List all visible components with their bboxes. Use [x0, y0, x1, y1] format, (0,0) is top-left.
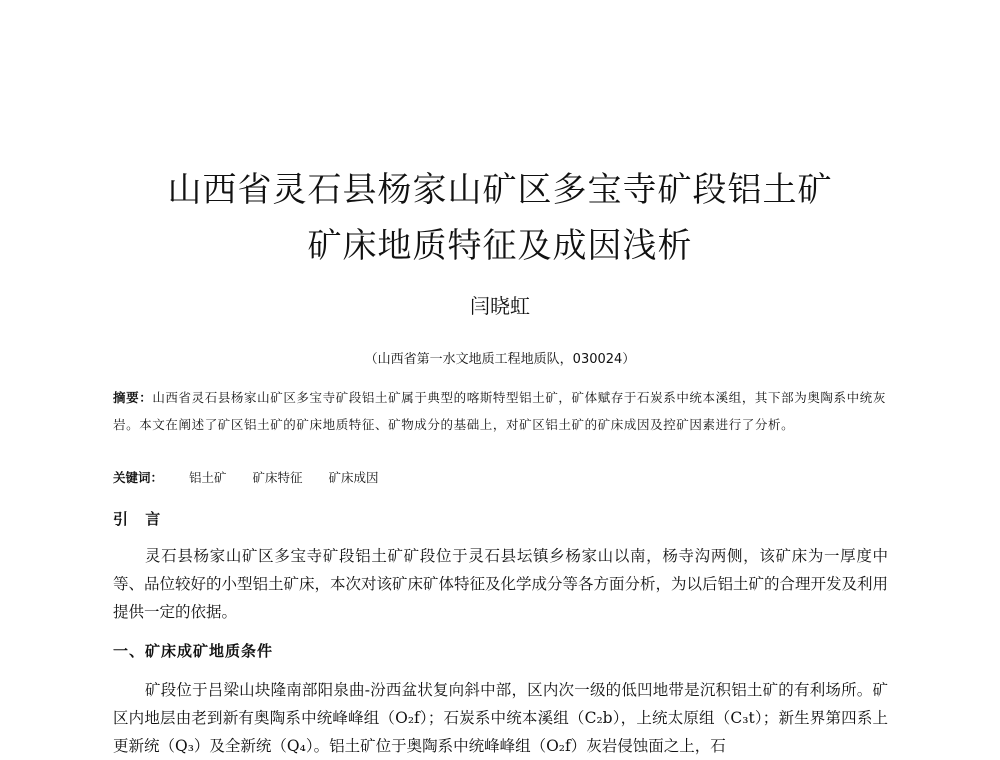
introduction-paragraph: 灵石县杨家山矿区多宝寺矿段铝土矿矿段位于灵石县坛镇乡杨家山以南，杨寺沟两侧，该矿床为一厚度中等、品位较好的小型铝土矿床，本次对该矿床矿体特征及化学成分等各方面分析，为以后铝土矿的合理开发及利用提供一定的依据。 [113, 547, 889, 621]
author-affiliation: （山西省第一水文地质工程地质队，030024） [364, 352, 636, 367]
keywords-label: 关键词： [113, 470, 164, 485]
section-heading-introduction: 引 言 [113, 510, 167, 528]
keywords [113, 468, 888, 488]
abstract-label: 摘要： [113, 390, 153, 405]
geology-paragraph: 矿段位于吕梁山块隆南部阳泉曲-汾西盆状复向斜中部，区内次一级的低凹地带是沉积铝土矿的有利场所。矿区内地层由老到新有奥陶系中统峰峰组（O₂f）；石炭系中统本溪组（C₂b），上统太原组（C₃t）；新生界第四系上更新统（Q₃）及全新统（Q₄）。铝土矿位于奥陶系中统峰峰组（O₂f）灰岩侵蚀面之上，石 [113, 681, 888, 755]
keyword-item: 铝土矿 [189, 470, 227, 485]
paper-title-line-1: 山西省灵石县杨家山矿区多宝寺矿段铝土矿 [167, 170, 833, 210]
author-name: 闫晓虹 [470, 294, 530, 318]
paper-title-line-2: 矿床地质特征及成因浅析 [307, 226, 693, 266]
keyword-item: 矿床特征 [252, 470, 303, 485]
keyword-item: 矿床成因 [328, 470, 379, 485]
abstract [113, 384, 888, 438]
section-heading-geology: 一、矿床成矿地质条件 [113, 642, 274, 660]
abstract-text: 山西省灵石县杨家山矿区多宝寺矿段铝土矿属于典型的喀斯特型铝土矿，矿体赋存于石炭系中统本溪组，其下部为奥陶系中统灰岩。本文在阐述了矿区铝土矿的矿床地质特征、矿物成分的基础上，对矿区铝土矿的矿床成因及控矿因素进行了分析。 [113, 390, 886, 432]
